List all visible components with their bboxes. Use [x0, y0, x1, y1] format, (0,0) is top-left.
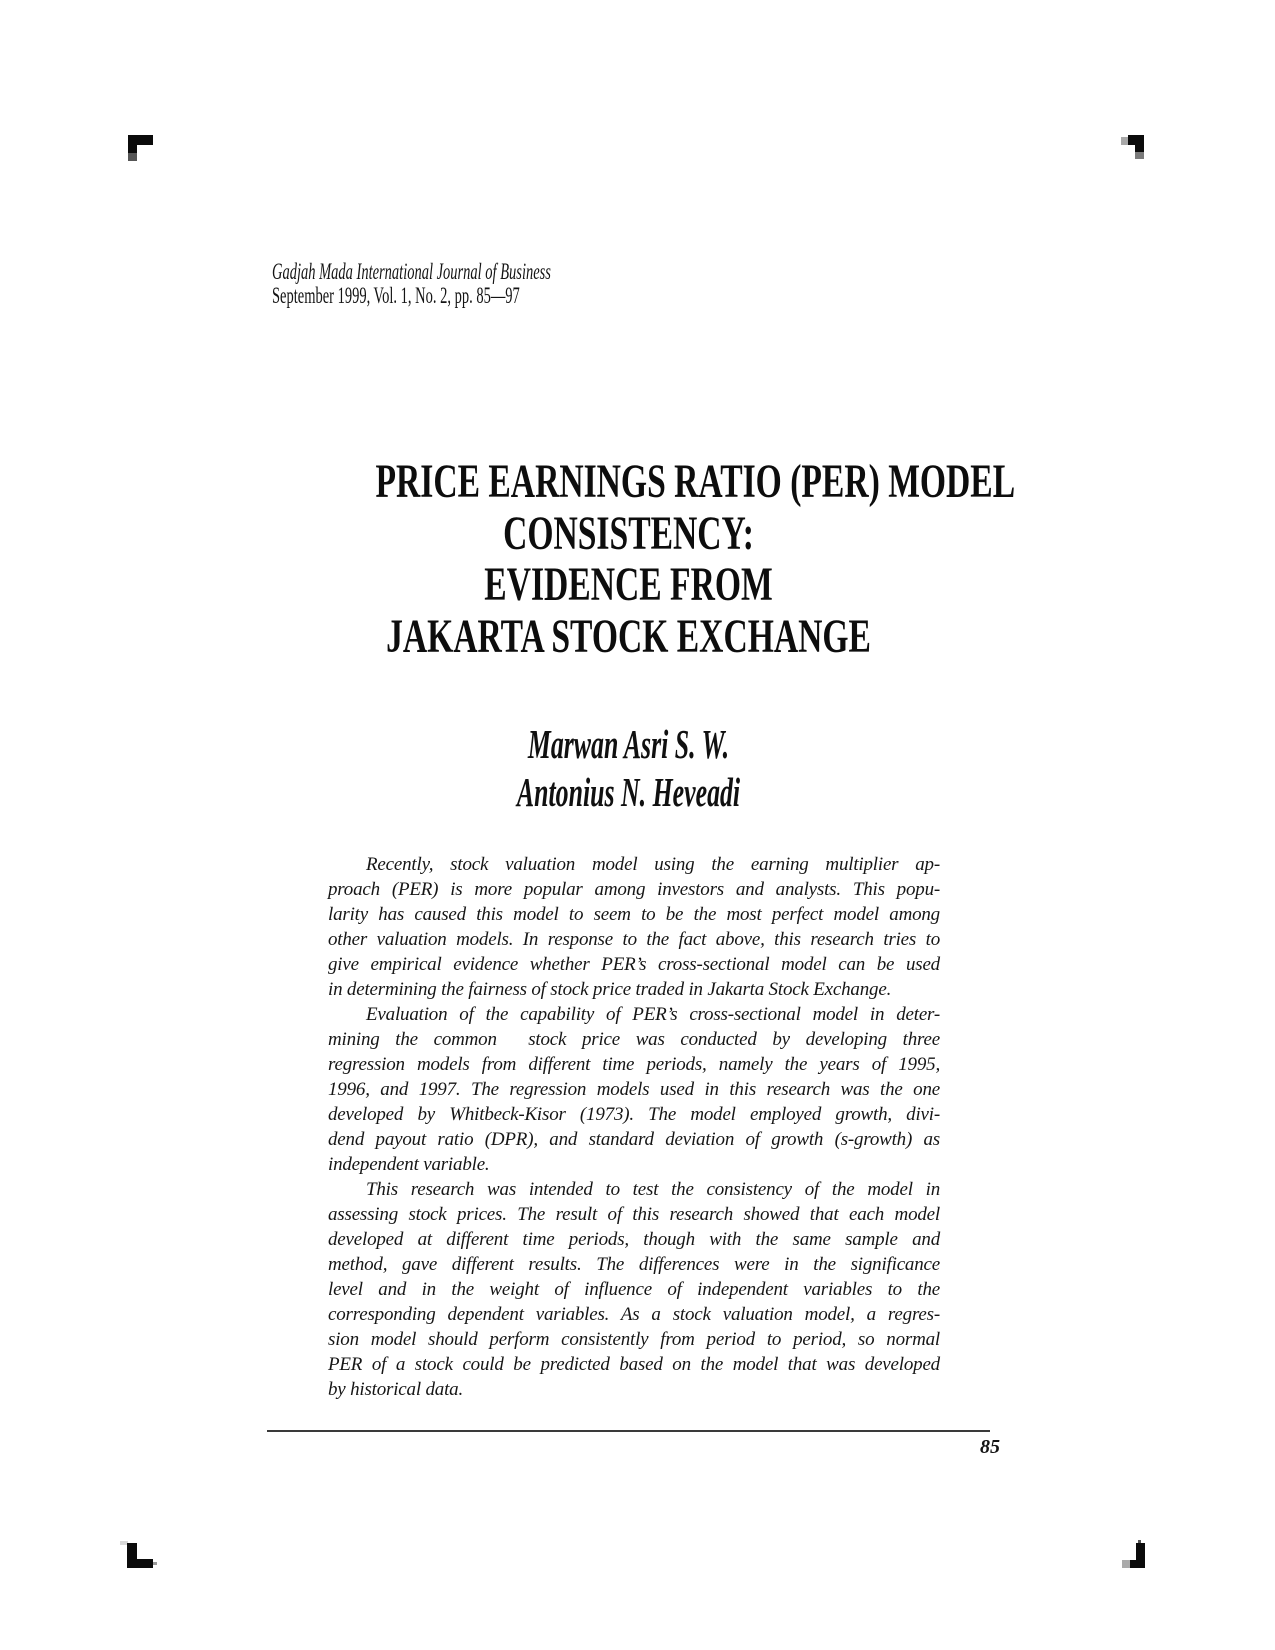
footer-rule [267, 1430, 990, 1432]
abstract-line: proach (PER) is more popular among investors and analysts. This popu- [328, 879, 940, 900]
crop-mark-top-left-icon [128, 135, 154, 161]
abstract-line: in determining the fairness of stock price traded in Jakarta Stock Exchange. [328, 979, 892, 1000]
abstract-line: developed at different time periods, though with the same sample and [328, 1229, 940, 1250]
abstract-line: level and in the weight of influence of independent variables to the [328, 1279, 940, 1300]
crop-mark-bottom-left-icon [120, 1540, 158, 1569]
abstract-line: Recently, stock valuation model using the earning multiplier ap- [366, 854, 940, 875]
crop-mark-tip [153, 1562, 157, 1565]
author-name: Antonius N. Heveadi [516, 769, 741, 815]
crop-mark-bar [128, 135, 153, 145]
abstract-line: Evaluation of the capability of PER’s cross-sectional model in deter- [366, 1004, 940, 1025]
page-number: 85 [980, 1436, 1000, 1458]
abstract-line: developed by Whitbeck-Kisor (1973). The model employed growth, divi- [328, 1104, 940, 1125]
article-title-line: JAKARTA STOCK EXCHANGE [386, 609, 871, 663]
article-title-line: CONSISTENCY: [503, 506, 754, 560]
author-name: Marwan Asri S. W. [527, 721, 730, 767]
abstract-line: mining the common stock price was conducted by developing three [328, 1029, 940, 1050]
abstract-line: by historical data. [328, 1379, 463, 1400]
abstract [328, 852, 940, 1402]
abstract-line: regression models from different time periods, namely the years of 1995, [328, 1054, 940, 1075]
abstract-line: larity has caused this model to seem to be the most perfect model among [328, 904, 940, 925]
abstract-line: method, gave different results. The differences were in the significance [328, 1254, 940, 1275]
crop-mark-tip [128, 153, 137, 161]
abstract-line: This research was intended to test the consistency of the model in [366, 1179, 940, 1200]
abstract-line: corresponding dependent variables. As a stock valuation model, a regres- [328, 1304, 940, 1325]
article-title-line: EVIDENCE FROM [484, 558, 773, 611]
abstract-line: sion model should perform consistently from period to period, so normal [328, 1329, 940, 1350]
crop-mark-bar [1128, 135, 1144, 145]
article-title [267, 455, 1016, 663]
author-block [267, 720, 990, 816]
abstract-line: PER of a stock could be predicted based on the model that was developed [328, 1354, 940, 1375]
crop-mark-tip [1135, 152, 1144, 159]
crop-mark-bottom-right-icon [1122, 1540, 1146, 1569]
article-title-line: PRICE EARNINGS RATIO (PER) MODEL [375, 455, 1016, 508]
crop-mark-top-right-icon [1121, 135, 1145, 161]
issue-info: September 1999, Vol. 1, No. 2, pp. 85—97 [272, 283, 520, 308]
abstract-line: assessing stock prices. The result of this research showed that each model [328, 1204, 940, 1225]
abstract-line: other valuation models. In response to the fact above, this research tries to [328, 929, 940, 950]
abstract-line: give empirical evidence whether PER’s cross-sectional model can be used [328, 954, 940, 975]
journal-name: Gadjah Mada International Journal of Business [272, 259, 551, 284]
crop-mark-bar [127, 1559, 153, 1568]
abstract-line: 1996, and 1997. The regression models used in this research was the one [328, 1079, 940, 1100]
running-head [272, 260, 715, 308]
abstract-line: independent variable. [328, 1154, 490, 1175]
abstract-line: dend payout ratio (DPR), and standard deviation of growth (s-growth) as [328, 1129, 940, 1150]
crop-mark-tip [1122, 1560, 1130, 1568]
